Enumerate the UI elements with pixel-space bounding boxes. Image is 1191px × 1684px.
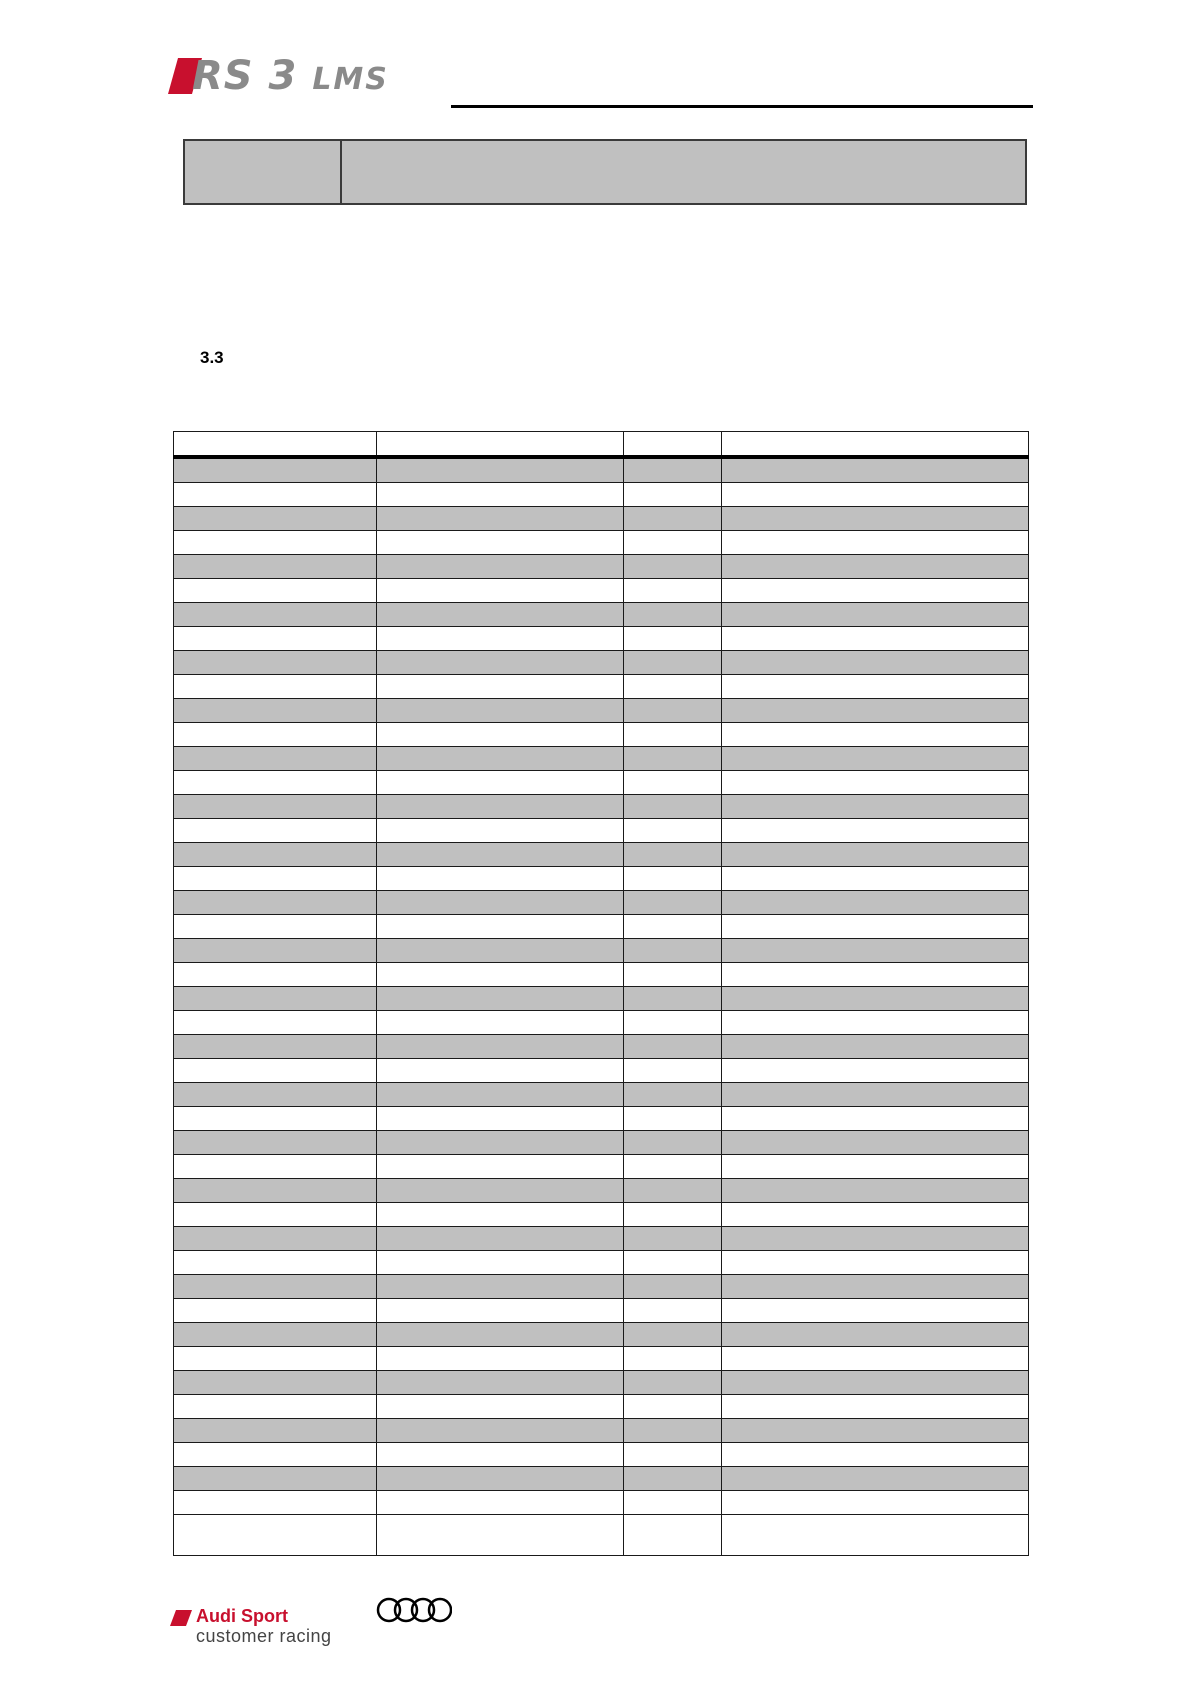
table-cell (722, 963, 1029, 987)
table-cell (624, 1443, 722, 1467)
table-cell (174, 1155, 377, 1179)
table-cell (722, 1491, 1029, 1515)
table-cell (174, 699, 377, 723)
table-cell (377, 579, 624, 603)
table-cell (174, 1083, 377, 1107)
table-row (174, 507, 1029, 531)
table-cell (377, 1035, 624, 1059)
table-cell (624, 867, 722, 891)
table-cell (722, 747, 1029, 771)
table-row (174, 1347, 1029, 1371)
parts-table (173, 431, 1029, 1556)
table-cell (377, 795, 624, 819)
table-cell (624, 1299, 722, 1323)
table-cell (174, 603, 377, 627)
document-info-box (183, 139, 1027, 205)
table-cell (722, 771, 1029, 795)
table-cell (722, 867, 1029, 891)
table-header-cell (624, 432, 722, 458)
table-cell (624, 579, 722, 603)
table-cell (624, 651, 722, 675)
table-cell (174, 507, 377, 531)
table-cell (377, 1203, 624, 1227)
table-row (174, 1299, 1029, 1323)
logo-text-main: RS 3 (192, 53, 298, 99)
table-row (174, 1059, 1029, 1083)
table-cell (722, 1083, 1029, 1107)
table-cell (377, 1323, 624, 1347)
table-cell (722, 1227, 1029, 1251)
table-cell (624, 1251, 722, 1275)
table-cell (722, 1419, 1029, 1443)
table-cell (722, 1323, 1029, 1347)
table-cell (377, 963, 624, 987)
table-cell (624, 1179, 722, 1203)
table-cell (174, 483, 377, 507)
table-cell (174, 795, 377, 819)
table-cell (377, 1467, 624, 1491)
table-cell (722, 579, 1029, 603)
table-cell (624, 1227, 722, 1251)
table-row (174, 1443, 1029, 1467)
section-number: 3.3 (200, 348, 224, 367)
table-cell (624, 723, 722, 747)
table-cell (624, 843, 722, 867)
table-cell (722, 627, 1029, 651)
table-cell (624, 1155, 722, 1179)
table-cell (624, 1371, 722, 1395)
table-cell (722, 483, 1029, 507)
table-cell (377, 1275, 624, 1299)
table-cell (624, 483, 722, 507)
table-cell (377, 1347, 624, 1371)
table-cell (722, 1131, 1029, 1155)
table-cell (722, 1035, 1029, 1059)
table-cell (174, 1419, 377, 1443)
table-cell (722, 1443, 1029, 1467)
table-cell (377, 1227, 624, 1251)
table-row (174, 915, 1029, 939)
table-cell (722, 1299, 1029, 1323)
table-cell (174, 819, 377, 843)
table-cell (174, 457, 377, 483)
logo-text-suffix: LMS (312, 62, 389, 97)
table-cell (722, 531, 1029, 555)
table-cell (174, 1347, 377, 1371)
table-cell (174, 651, 377, 675)
info-box-divider (340, 141, 342, 203)
table-cell (722, 1371, 1029, 1395)
table-row (174, 1515, 1029, 1556)
table-cell (722, 651, 1029, 675)
table-row (174, 1155, 1029, 1179)
table-cell (722, 1011, 1029, 1035)
table-cell (377, 1131, 624, 1155)
table-cell (722, 987, 1029, 1011)
table-cell (624, 819, 722, 843)
table-cell (174, 771, 377, 795)
table-cell (174, 1059, 377, 1083)
table-cell (174, 723, 377, 747)
table-cell (624, 1515, 722, 1556)
table-cell (722, 1059, 1029, 1083)
table-cell (174, 1275, 377, 1299)
table-row (174, 627, 1029, 651)
table-cell (722, 699, 1029, 723)
table-cell (377, 771, 624, 795)
table-cell (722, 1275, 1029, 1299)
table-cell (722, 795, 1029, 819)
table-row (174, 1083, 1029, 1107)
table-row (174, 1323, 1029, 1347)
table-cell (377, 987, 624, 1011)
table-cell (377, 819, 624, 843)
table-cell (377, 651, 624, 675)
table-row (174, 579, 1029, 603)
table-cell (722, 843, 1029, 867)
table-cell (624, 1083, 722, 1107)
table-row (174, 963, 1029, 987)
table-cell (624, 555, 722, 579)
table-cell (722, 939, 1029, 963)
table-cell (377, 1107, 624, 1131)
table-header-row (174, 432, 1029, 458)
table-cell (377, 1299, 624, 1323)
table-cell (624, 627, 722, 651)
table-row (174, 483, 1029, 507)
table-cell (174, 1035, 377, 1059)
table-cell (377, 555, 624, 579)
table-row (174, 939, 1029, 963)
table-cell (377, 1491, 624, 1515)
table-cell (174, 939, 377, 963)
table-cell (624, 1491, 722, 1515)
table-row (174, 843, 1029, 867)
table-cell (377, 507, 624, 531)
footer-subtitle: customer racing (196, 1626, 332, 1646)
table-row (174, 1395, 1029, 1419)
table-cell (722, 675, 1029, 699)
table-cell (722, 603, 1029, 627)
table-cell (377, 457, 624, 483)
table-cell (624, 795, 722, 819)
table-cell (624, 747, 722, 771)
table-cell (174, 1131, 377, 1155)
table-row (174, 531, 1029, 555)
table-cell (377, 483, 624, 507)
table-cell (722, 1203, 1029, 1227)
table-cell (377, 915, 624, 939)
table-cell (174, 1203, 377, 1227)
table-cell (174, 1491, 377, 1515)
table-cell (377, 603, 624, 627)
table-cell (624, 1275, 722, 1299)
table-cell (174, 1323, 377, 1347)
table-cell (624, 1035, 722, 1059)
table-cell (722, 1107, 1029, 1131)
table-cell (174, 1395, 377, 1419)
table-cell (722, 1179, 1029, 1203)
audi-sport-logo (170, 1606, 370, 1650)
table-cell (377, 747, 624, 771)
table-cell (377, 531, 624, 555)
table-cell (377, 1515, 624, 1556)
table-cell (722, 1467, 1029, 1491)
table-cell (174, 531, 377, 555)
table-cell (377, 723, 624, 747)
table-cell (624, 1323, 722, 1347)
table-row (174, 1491, 1029, 1515)
table-cell (722, 891, 1029, 915)
table-cell (174, 987, 377, 1011)
table-cell (624, 531, 722, 555)
table-cell (624, 939, 722, 963)
table-row (174, 1419, 1029, 1443)
table-cell (377, 675, 624, 699)
table-header-cell (174, 432, 377, 458)
table-cell (377, 1419, 624, 1443)
table-cell (174, 579, 377, 603)
table-cell (377, 1059, 624, 1083)
table-row (174, 1035, 1029, 1059)
table-cell (624, 675, 722, 699)
table-cell (174, 1227, 377, 1251)
table-cell (722, 1251, 1029, 1275)
table-cell (624, 987, 722, 1011)
table-cell (377, 1155, 624, 1179)
table-cell (624, 699, 722, 723)
table-cell (624, 771, 722, 795)
table-cell (624, 1107, 722, 1131)
rs3-lms-logo (168, 53, 458, 102)
table-cell (722, 723, 1029, 747)
table-cell (722, 1515, 1029, 1556)
table-cell (377, 699, 624, 723)
table-cell (624, 603, 722, 627)
table-row (174, 699, 1029, 723)
table-cell (174, 1467, 377, 1491)
footer-brand: Audi Sport (196, 1606, 288, 1626)
table-cell (722, 1347, 1029, 1371)
table-cell (377, 1011, 624, 1035)
table-cell (174, 747, 377, 771)
table-row (174, 1227, 1029, 1251)
table-cell (174, 1011, 377, 1035)
table-cell (174, 1371, 377, 1395)
table-cell (174, 1107, 377, 1131)
table-row (174, 1011, 1029, 1035)
table-cell (377, 867, 624, 891)
table-cell (624, 507, 722, 531)
table-cell (624, 1395, 722, 1419)
table-row (174, 819, 1029, 843)
table-cell (174, 1443, 377, 1467)
table-cell (624, 1467, 722, 1491)
table-row (174, 987, 1029, 1011)
table-cell (174, 675, 377, 699)
table-header-cell (722, 432, 1029, 458)
table-cell (174, 891, 377, 915)
table-cell (624, 1419, 722, 1443)
table-cell (377, 843, 624, 867)
table-cell (377, 1371, 624, 1395)
table-row (174, 1371, 1029, 1395)
table-row (174, 1467, 1029, 1491)
table-cell (377, 1083, 624, 1107)
table-row (174, 1107, 1029, 1131)
table-cell (377, 627, 624, 651)
table-row (174, 675, 1029, 699)
table-row (174, 795, 1029, 819)
table-cell (624, 457, 722, 483)
table-row (174, 1131, 1029, 1155)
header-rule (451, 105, 1033, 108)
table-cell (624, 1131, 722, 1155)
table-cell (624, 963, 722, 987)
table-cell (174, 963, 377, 987)
table-cell (174, 555, 377, 579)
table-cell (722, 555, 1029, 579)
table-cell (174, 1251, 377, 1275)
table-cell (377, 1179, 624, 1203)
table-row (174, 891, 1029, 915)
table-cell (174, 867, 377, 891)
table-cell (624, 1011, 722, 1035)
table-row (174, 1203, 1029, 1227)
logo-text (192, 53, 389, 99)
table-row (174, 651, 1029, 675)
table-row (174, 555, 1029, 579)
table-row (174, 747, 1029, 771)
audi-rings-icon (376, 1595, 452, 1625)
table-row (174, 1275, 1029, 1299)
audi-sport-mark-icon (170, 1610, 192, 1626)
table-cell (377, 1443, 624, 1467)
table-cell (377, 1395, 624, 1419)
table-cell (624, 915, 722, 939)
table-cell (174, 915, 377, 939)
table-cell (174, 843, 377, 867)
table-cell (722, 915, 1029, 939)
table-cell (174, 1515, 377, 1556)
table-row (174, 1251, 1029, 1275)
table-row (174, 867, 1029, 891)
table-row (174, 1179, 1029, 1203)
table-cell (174, 1179, 377, 1203)
table-cell (377, 939, 624, 963)
table-row (174, 723, 1029, 747)
table-cell (722, 819, 1029, 843)
table-cell (174, 627, 377, 651)
table-cell (624, 891, 722, 915)
table-cell (624, 1059, 722, 1083)
table-cell (174, 1299, 377, 1323)
table-cell (624, 1203, 722, 1227)
table-cell (377, 891, 624, 915)
table-row (174, 771, 1029, 795)
table-cell (722, 507, 1029, 531)
table-cell (377, 1251, 624, 1275)
table-cell (722, 1155, 1029, 1179)
table-cell (624, 1347, 722, 1371)
table-row (174, 603, 1029, 627)
table-cell (722, 1395, 1029, 1419)
table-row (174, 457, 1029, 483)
table-header-cell (377, 432, 624, 458)
table-cell (722, 457, 1029, 483)
